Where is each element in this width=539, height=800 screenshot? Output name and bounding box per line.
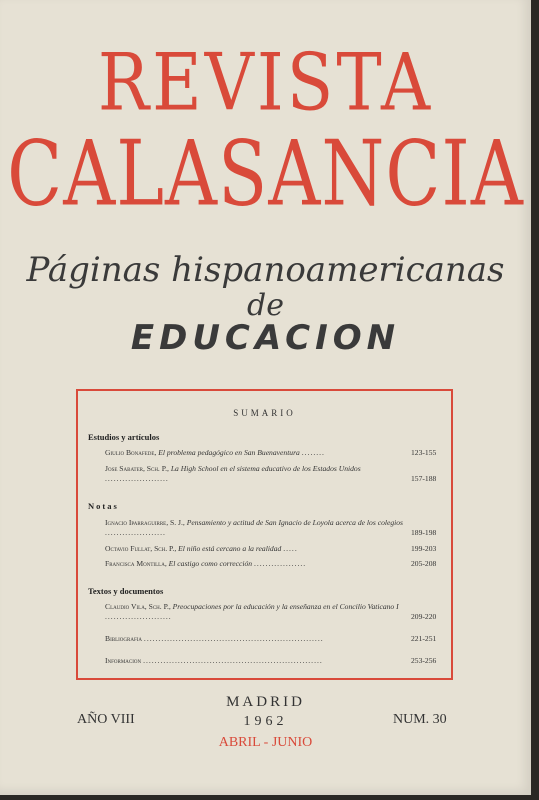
toc-entry: Claudio Vila, Sch. P., Preocupaciones por la educación y la enseñanza en el Concilio Vaticano I ....................... — [105, 602, 399, 621]
toc-title: Pensamiento y actitud de San Ignacio de Loyola acerca de los colegios — [186, 518, 404, 527]
toc-title: El problema pedagógico en San Buenaventura — [158, 448, 300, 457]
toc-pages: 189-198 — [411, 528, 437, 537]
toc-entry: Giulio Bonafede, El problema pedagógico en San Buenaventura ........ — [105, 448, 325, 457]
toc-entry: Jose Sabater, Sch. P., La High School en el sistema educativo de los Estados Unidos ...................... — [105, 464, 361, 483]
toc-pages: 221-251 — [411, 634, 437, 643]
toc-entry: Informacion .............................................................. — [105, 656, 323, 665]
toc-pages: 209-220 — [411, 612, 437, 621]
toc-entry: Ignacio Iparraguirre, S. J., Pensamiento y actitud de San Ignacio de Loyola acerca de los colegios ..................... — [105, 518, 404, 537]
toc-author: Jose Sabater, Sch. P., — [105, 464, 169, 473]
publication-period: ABRIL - JUNIO — [218, 735, 313, 750]
toc-pages: 123-155 — [411, 448, 437, 457]
issue-number: NUM. 30 — [393, 712, 447, 727]
publication-city: MADRID — [226, 694, 305, 710]
toc-author: Giulio Bonafede, — [105, 448, 157, 457]
subtitle-paginas: Páginas hispanoamericanas — [26, 250, 505, 290]
publication-year: 1962 — [243, 714, 288, 729]
toc-pages: 253-256 — [411, 656, 437, 665]
title-revista: REVISTA — [97, 38, 434, 129]
section-notas: Notas — [88, 501, 119, 511]
title-calasancia: CALASANCIA — [7, 120, 524, 226]
toc-author: Francisca Montilla, — [105, 559, 167, 568]
toc-author: Octavio Fullat, Sch. P., — [105, 544, 177, 553]
toc-title: Preocupaciones por la educación y la enseñanza en el Concilio Vaticano I — [172, 602, 399, 611]
toc-author: Claudio Vila, Sch. P., — [105, 602, 171, 611]
toc-entry: Francisca Montilla, El castigo como corrección .................. — [105, 559, 307, 568]
toc-author: Ignacio Iparraguirre, S. J., — [105, 518, 185, 527]
toc-author: Informacion — [105, 656, 142, 665]
section-estudios: Estudios y artículos — [88, 432, 160, 442]
toc-entry: Octavio Fullat, Sch. P., El niño está cercano a la realidad ..... — [105, 544, 298, 553]
toc-title: El niño está cercano a la realidad — [178, 544, 282, 553]
issue-year-label: AÑO VIII — [77, 712, 135, 727]
toc-title: La High School en el sistema educativo de los Estados Unidos — [170, 464, 361, 473]
sumario-heading: SUMARIO — [233, 408, 296, 418]
section-textos: Textos y documentos — [88, 586, 164, 596]
toc-pages: 205-208 — [411, 559, 437, 568]
sumario-box — [76, 389, 453, 680]
toc-title: El castigo como corrección — [168, 559, 253, 568]
subtitle-de: de — [247, 288, 284, 323]
toc-author: Bibliografia — [105, 634, 143, 643]
toc-entry: Bibliografia .............................................................. — [105, 634, 324, 643]
subtitle-educacion: EDUCACION — [130, 318, 401, 358]
toc-pages: 157-188 — [411, 474, 437, 483]
toc-pages: 199-203 — [411, 544, 437, 553]
